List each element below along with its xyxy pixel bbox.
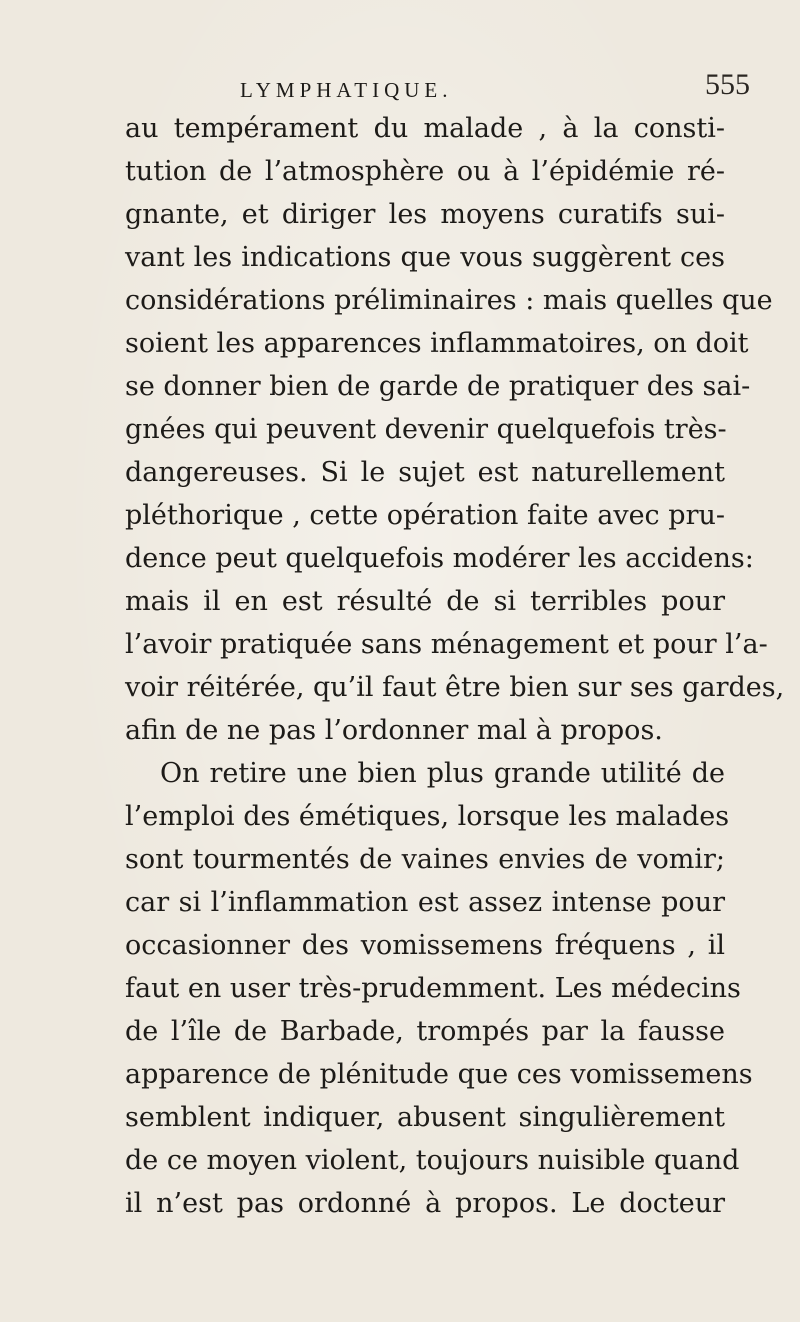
paragraph-first-line: On retire une bien plus grande utilité de bbox=[160, 758, 725, 789]
text-line: car si l’inflammation est assez intense pour bbox=[125, 887, 725, 918]
text-line: soient les apparences inflammatoires, on doit bbox=[125, 328, 749, 359]
page-number: 555 bbox=[705, 68, 750, 101]
text-line: tution de l’atmosphère ou à l’épidémie ré- bbox=[125, 156, 725, 187]
text-line: au tempérament du malade , à la consti- bbox=[125, 113, 725, 144]
running-head: LYMPHATIQUE. bbox=[240, 78, 453, 102]
body-text bbox=[125, 107, 785, 1225]
text-line: gnées qui peuvent devenir quelquefois très- bbox=[125, 414, 727, 445]
text-line: occasionner des vomissemens fréquens , il bbox=[125, 930, 725, 961]
text-line: gnante, et diriger les moyens curatifs sui- bbox=[125, 199, 725, 230]
text-line: sont tourmentés de vaines envies de vomir; bbox=[125, 844, 725, 875]
text-line: dangereuses. Si le sujet est naturellement bbox=[125, 457, 725, 488]
text-line: faut en user très-prudemment. Les médecins bbox=[125, 973, 741, 1004]
text-line: l’avoir pratiquée sans ménagement et pour l’a- bbox=[125, 629, 768, 660]
text-line: il n’est pas ordonné à propos. Le docteur bbox=[125, 1188, 725, 1219]
text-line: considérations préliminaires : mais quelles que bbox=[125, 285, 773, 316]
text-line: vant les indications que vous suggèrent ces bbox=[125, 242, 725, 273]
text-line: pléthorique , cette opération faite avec pru- bbox=[125, 500, 725, 531]
text-line: semblent indiquer, abusent singulièrement bbox=[125, 1102, 725, 1133]
text-line: voir réitérée, qu’il faut être bien sur ses gardes, bbox=[125, 672, 785, 703]
text-line: apparence de plénitude que ces vomissemens bbox=[125, 1059, 753, 1090]
text-line: se donner bien de garde de pratiquer des sai- bbox=[125, 371, 751, 402]
text-line: de ce moyen violent, toujours nuisible quand bbox=[125, 1145, 740, 1176]
text-line: de l’île de Barbade, trompés par la fausse bbox=[125, 1016, 725, 1047]
text-line: afin de ne pas l’ordonner mal à propos. bbox=[125, 715, 663, 746]
text-line: dence peut quelquefois modérer les accidens: bbox=[125, 543, 754, 574]
text-line: mais il en est résulté de si terribles pour bbox=[125, 586, 725, 617]
text-line: l’emploi des émétiques, lorsque les malades bbox=[125, 801, 730, 832]
